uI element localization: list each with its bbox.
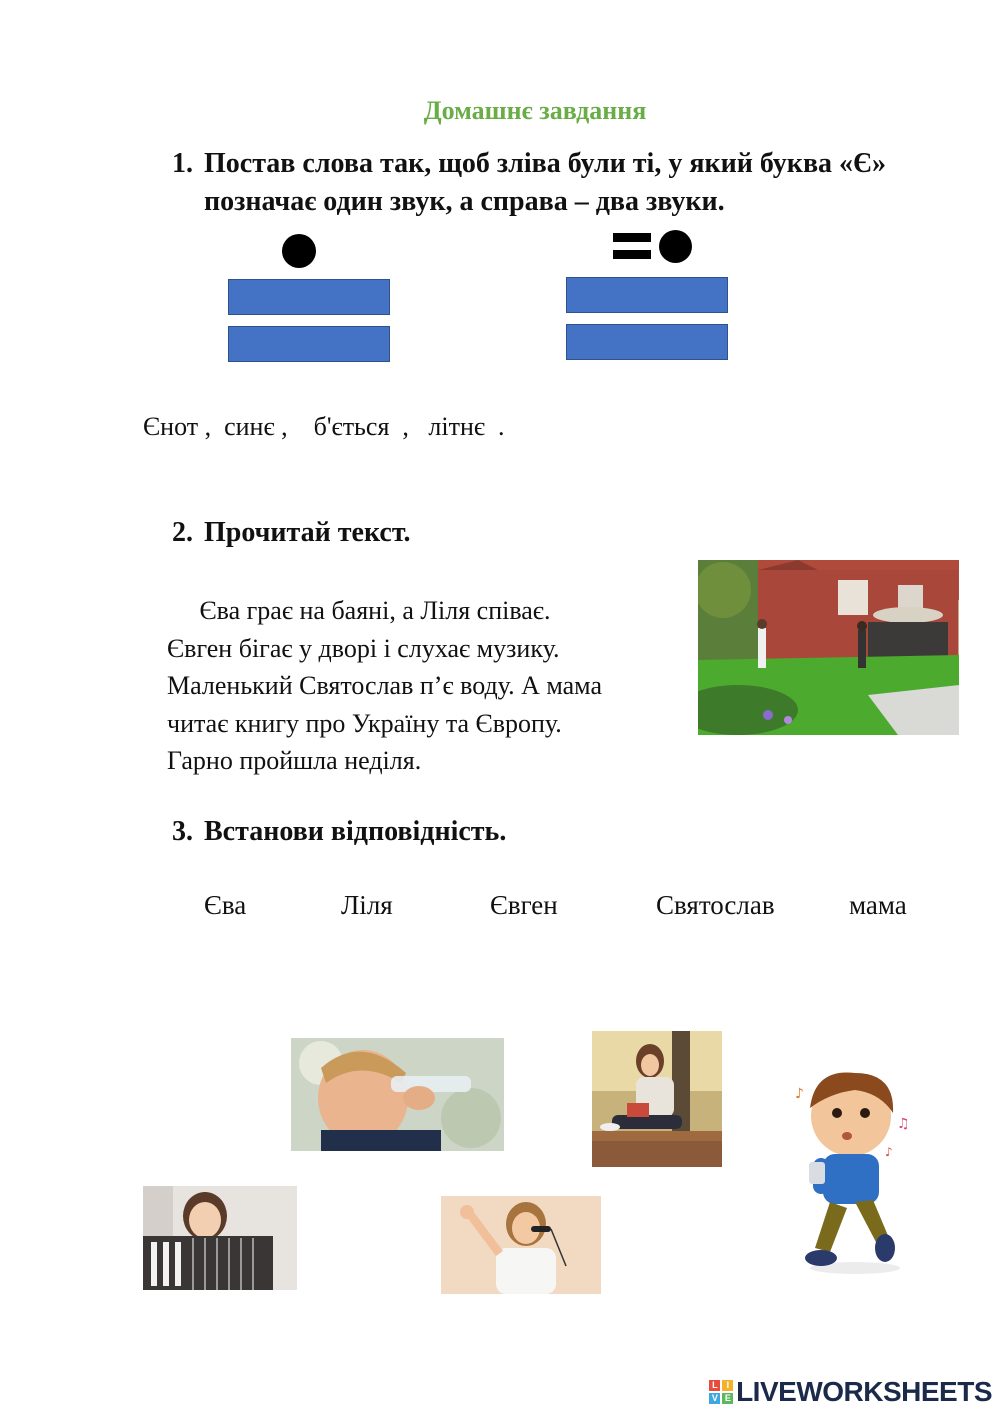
right-drop-box-2[interactable] [566,324,728,360]
text-line: Єва грає на баяні, а Ліля співає. [167,596,551,625]
girl-accordion-photo[interactable] [143,1186,297,1290]
woman-reading-photo[interactable] [592,1031,722,1167]
task3-number: 3. [172,816,193,847]
vowel-circle-icon [659,230,692,263]
text-line: Маленький Святослав п’є воду. А мама [167,671,602,700]
consonant-bar-icon [613,250,651,259]
logo-mark-letter: I [722,1380,733,1391]
task1-line2: позначає один звук, а справа – два звуки. [204,186,725,217]
one-sound-circle-icon [282,234,316,268]
logo-mark-icon [709,1380,733,1404]
reading-text [167,592,687,780]
name-eva: Єва [204,890,247,920]
left-drop-box-2[interactable] [228,326,390,362]
backyard-photo [698,560,959,735]
logo-mark-letter: E [722,1393,733,1404]
svg-text:♫: ♫ [897,1116,910,1132]
cartoon-boy-music-image[interactable] [785,1068,920,1278]
logo-text: LIVEWORKSHEETS [736,1376,992,1407]
task2-number: 2. [172,517,193,548]
boy-drinking-photo[interactable] [291,1038,504,1151]
word-list: Єнот , синє , б'ється , літнє . [143,412,505,441]
left-drop-box-1[interactable] [228,279,390,315]
liveworksheets-logo [709,1376,992,1408]
name-mama: мама [849,890,907,920]
text-line: Євген бігає у дворі і слухає музику. [167,633,560,663]
task2-heading-text: Прочитай текст. [204,517,411,548]
task2-heading [172,514,410,552]
svg-text:♪: ♪ [795,1086,804,1102]
text-line: читає книгу про Україну та Європу. [167,708,562,738]
task1-line1: Постав слова так, щоб зліва були ті, у який буква «Є» [204,148,887,179]
right-drop-box-1[interactable] [566,277,728,313]
name-lilia: Ліля [341,890,393,920]
consonant-bar-icon [613,233,651,242]
logo-mark-letter: L [709,1380,720,1391]
task1-number: 1. [172,148,193,179]
task1-instruction [172,145,952,221]
name-sviatoslav: Святослав [656,890,775,920]
svg-text:♪: ♪ [885,1145,893,1159]
task3-heading-text: Встанови відповідність. [204,816,507,847]
girl-singing-photo[interactable] [441,1196,601,1294]
logo-mark-letter: V [709,1393,720,1404]
page-title: Домашнє завдання [423,96,647,125]
text-line: Гарно пройшла неділя. [167,746,422,775]
two-sounds-scheme-icon [613,230,693,264]
task3-heading [172,813,506,851]
name-yevhen: Євген [490,890,558,920]
